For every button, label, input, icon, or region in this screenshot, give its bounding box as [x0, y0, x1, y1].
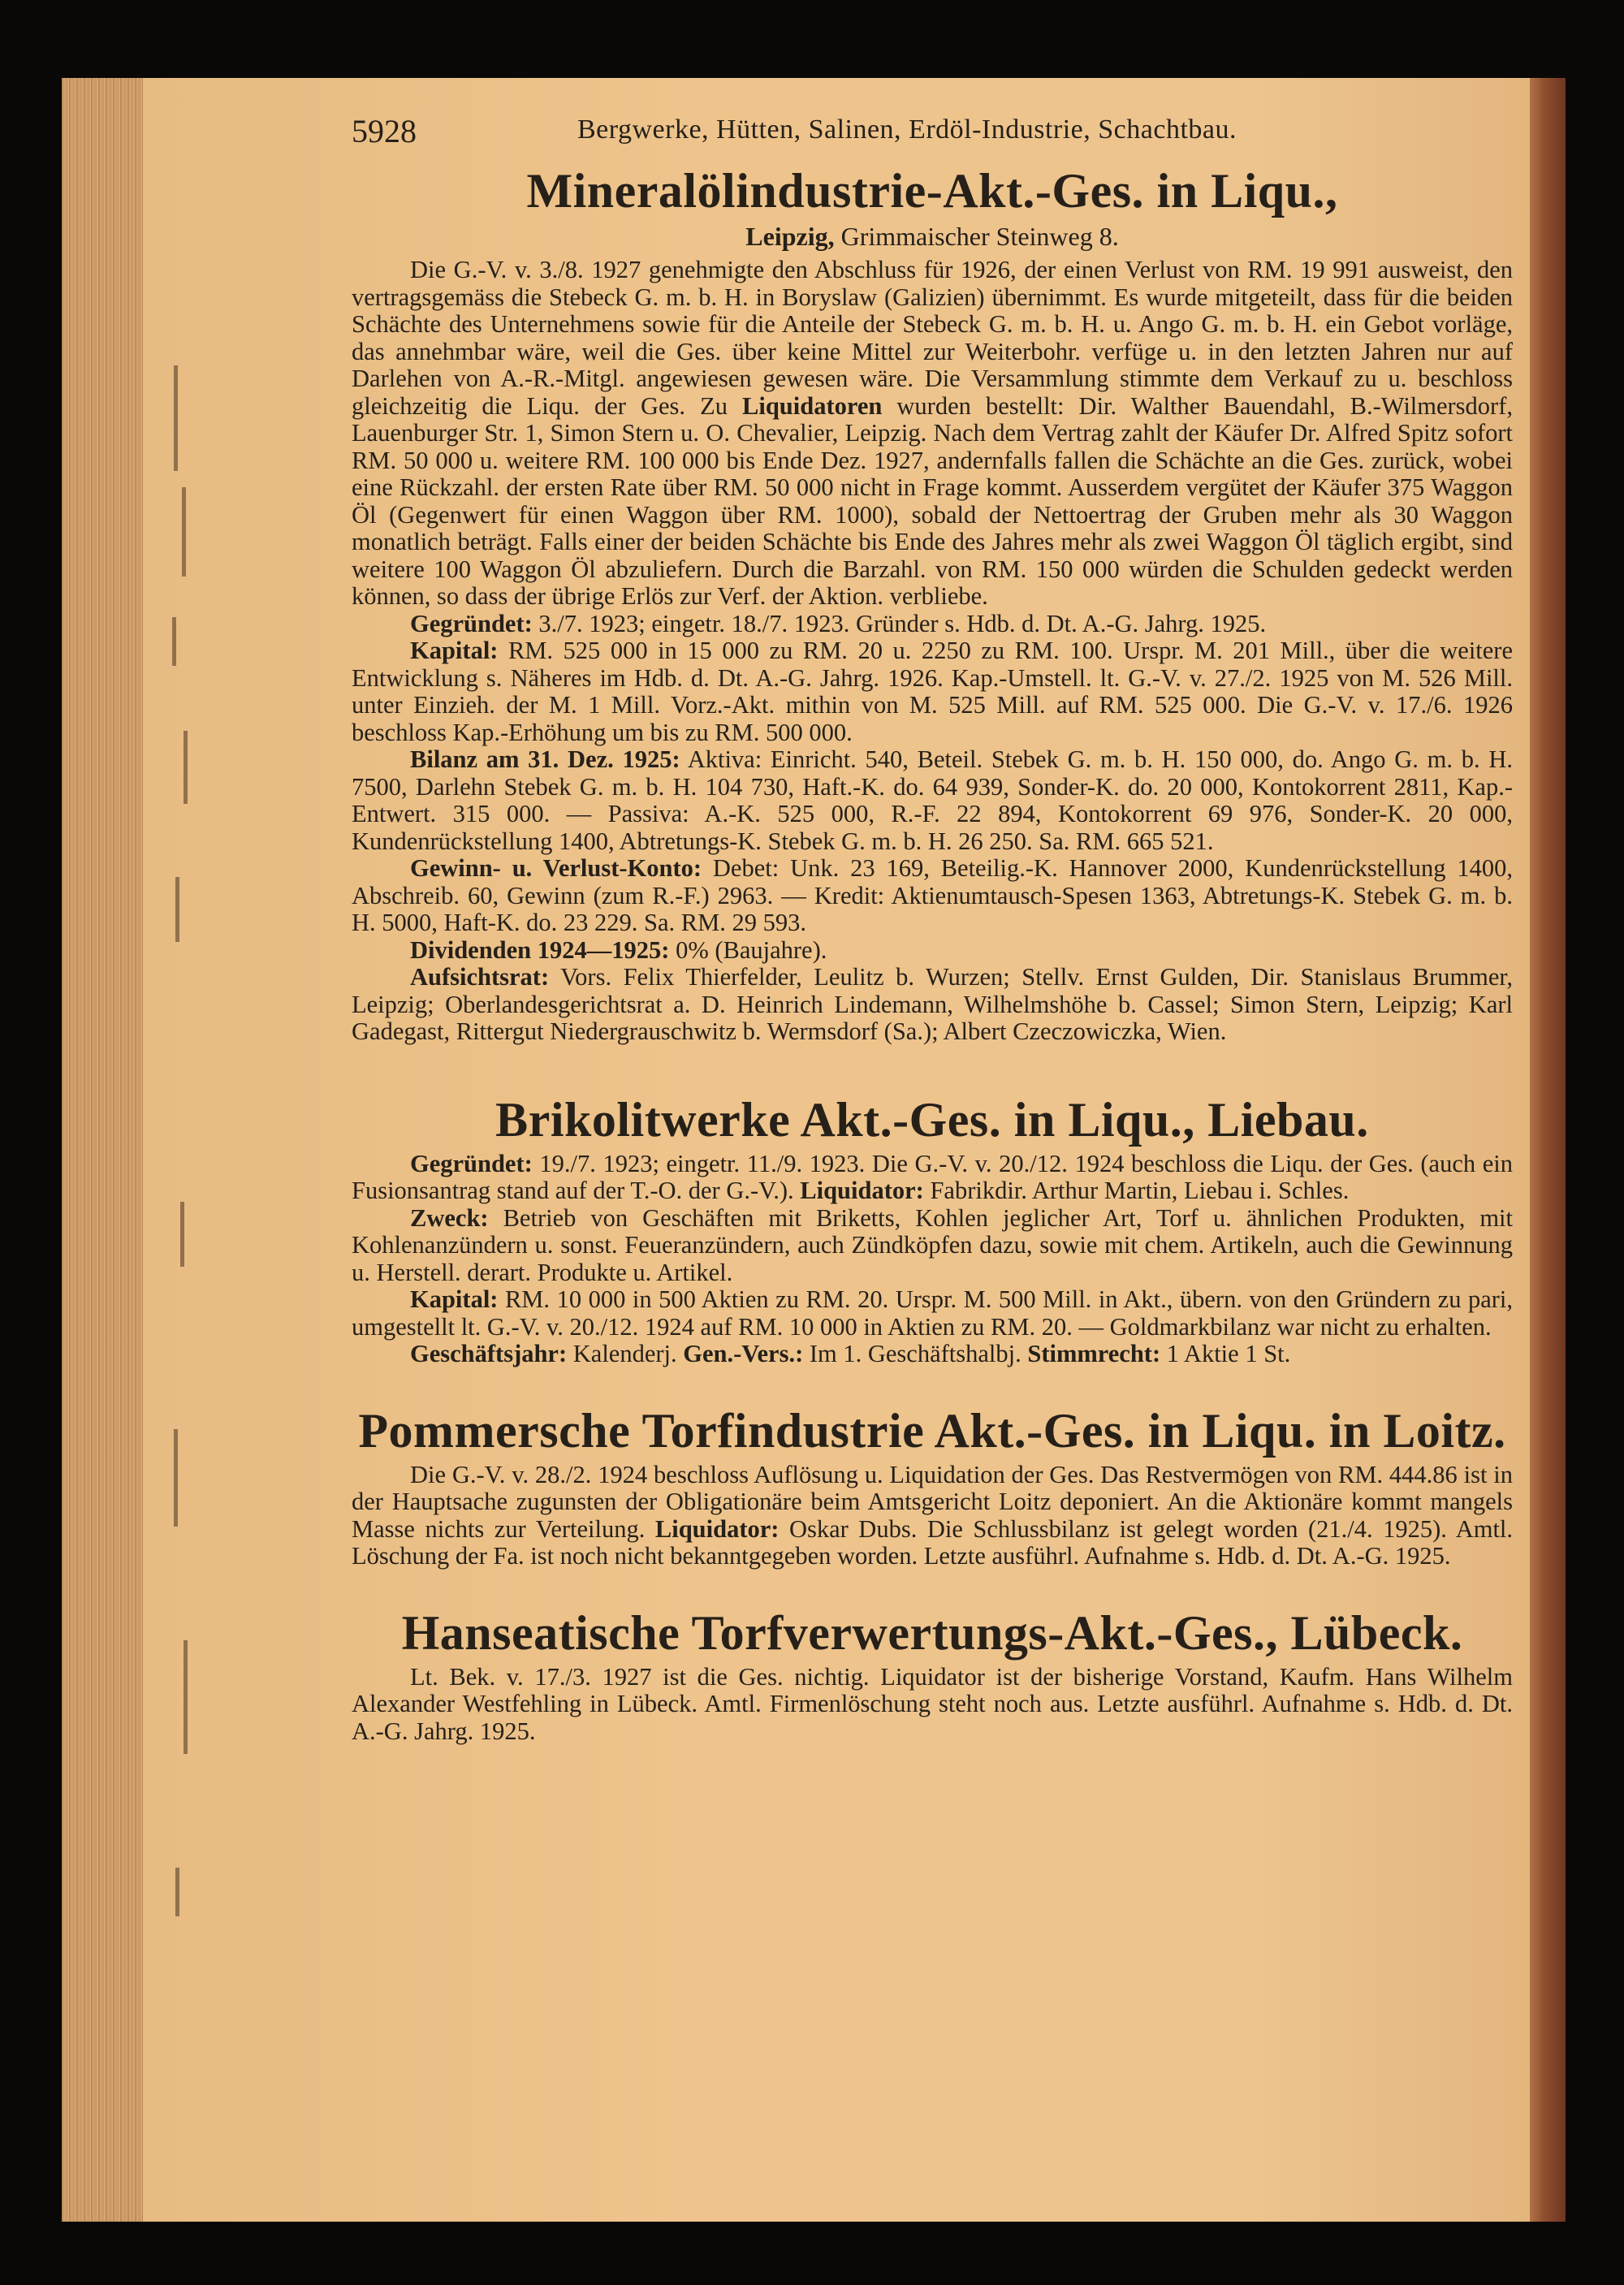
label: Kapital:: [410, 637, 499, 664]
book-spine: [1530, 78, 1566, 2222]
city: Leipzig,: [745, 222, 835, 251]
section-gap: [352, 1046, 1513, 1090]
label: Liquidator:: [800, 1177, 924, 1204]
paragraph-text: 0% (Baujahre).: [676, 935, 827, 964]
label: Dividenden 1924—1925:: [410, 935, 670, 964]
paragraph-kapital: [352, 637, 1513, 746]
paragraph-text: Oskar Dubs. Die Schlussbilanz ist gelegt worden (21./4. 1925). Amtl. Löschung der Fa. ist noch nicht bekanntgegeben worden. Letzte ausführl. Aufnahme s. Hdb. d. Dt. A.-G. 1925.: [352, 1514, 1514, 1570]
entry-title: Brikolitwerke Akt.-Ges. in Liqu., Liebau.: [495, 1092, 1369, 1147]
paragraph-text: Betrieb von Geschäften mit Briketts, Kohlen jeglicher Art, Torf u. ähnlichen Produkten, mit Kohlenanzündern u. sonst. Feueranzündern, auch Zündköpfen dazu, sowie mit chem. Artikeln, auch die Gewinnung u. Herstell. derart. Produkte u. Artikel.: [352, 1203, 1513, 1286]
paragraph-text: RM. 10 000 in 500 Aktien zu RM. 20. Urspr. M. 500 Mill. in Akt., übern. von den Gründern zu pari, umgestellt lt. G.-V. v. 20./12. 1924 auf RM. 10 000 in Aktien zu RM. 20. — Goldmarkbilanz war nicht zu erhalten.: [352, 1285, 1513, 1341]
label: Gen.-Vers.:: [683, 1340, 804, 1367]
paragraph-bilanz: [352, 746, 1513, 855]
paragraph-geschaeftsjahr: [352, 1341, 1513, 1368]
entry-mineraloelindustrie: [352, 161, 1513, 1046]
paragraph-text: 3./7. 1923; eingetr. 18./7. 1923. Gründer s. Hdb. d. Dt. A.-G. Jahrg. 1925.: [538, 609, 1267, 637]
paragraph-text: Die G.-V. v. 3./8. 1927 genehmigte den Abschluss für 1926, der einen Verlust von RM. 19 991 ausweist, den vertragsgemäss die Stebeck G. m. b. H. in Boryslaw (Galizien) übernimmt. Es wurde mitgeteilt, dass für die beiden Schächte des Unternehmens sowie für die Anteile der Stebeck G. m. b. H. u. Ango G. m. b. H. ein Gebot vorläge, das annehmbar wäre, weil die Ges. über keine Mittel zur Weiterbohr. verfüge u. in den letzten Jahren nur auf Darlehen von A.-R.-Mitgl. angewiesen gewesen wäre. Die Versammlung stimmte dem Verkauf zu u. beschloss gleichzeitig die Liqu. der Ges. Zu: [352, 256, 1513, 420]
paragraph-liquidation: [352, 1462, 1513, 1570]
paragraph-text: Lt. Bek. v. 17./3. 1927 ist die Ges. nichtig. Liquidator ist der bisherige Vorstand, Kaufm. Hans Wilhelm Alexander Westfehling in Lübeck. Amtl. Firmenlöschung steht noch aus. Letzte ausführl. Aufnahme s. Hdb. d. Dt. A.-G. Jahrg. 1925.: [352, 1662, 1513, 1745]
paragraph-zweck: [352, 1205, 1513, 1287]
paragraph-nichtig: [352, 1664, 1513, 1746]
paragraph-gv: [352, 257, 1513, 611]
section-gap: [352, 1368, 1513, 1401]
paragraph-aufsichtsrat: [352, 964, 1513, 1046]
label: Liquidator:: [654, 1514, 780, 1543]
label: Bilanz am 31. Dez. 1925:: [410, 745, 680, 773]
address: Grimmaischer Steinweg 8.: [840, 222, 1119, 251]
paragraph-text: Vors. Felix Thierfelder, Leulitz b. Wurzen; Stellv. Ernst Gulden, Dir. Stanislaus Brummer, Leipzig; Oberlandesgerichtsrat a. D. Heinrich Lindemann, Wilhelmshöhe b. Cassel; Simon Stern, Leipzig; Karl Gadegast, Rittergut Niedergrauschwitz b. Wermsdorf (Sa.); Albert Czeczowiczka, Wien.: [352, 963, 1513, 1045]
paragraph-text: RM. 525 000 in 15 000 zu RM. 20 u. 2250 zu RM. 100. Urspr. M. 201 Mill., über die weitere Entwicklung s. Näheres im Hdb. d. Dt. A.-G. Jahrg. 1926. Kap.-Umstell. lt. G.-V. v. 27./2. 1925 von M. 526 Mill. unter Einzieh. der M. 1 Mill. Vorz.-Akt. mithin von M. 525 Mill. auf RM. 525 000. Die G.-V. v. 17./6. 1926 beschloss Kap.-Erhöhung um bis zu RM. 500 000.: [352, 637, 1514, 746]
label: Zweck:: [410, 1203, 489, 1232]
entry-title: Hanseatische Torfverwertungs-Akt.-Ges., Lübeck.: [401, 1605, 1463, 1660]
entry-hanseatische-torfverwertung: [352, 1603, 1513, 1746]
paragraph-gegruendet: [352, 611, 1513, 638]
label: Kapital:: [410, 1285, 499, 1313]
paragraph-text: Aktiva: Einricht. 540, Beteil. Stebek G. m. b. H. 150 000, do. Ango G. m. b. H. 7500, Darlehn Stebek G. m. b. H. 104 730, Haft.-K. do. 64 939, Sonder-K. do. 20 000, Kontokorrent 2811, Kap.-Entwert. 315 000. — Passiva: A.-K. 525 000, R.-F. 22 894, Kontokorrent 69 976, Sonder-K. 20 000, Kundenrückstellung 1400, Abtretungs-K. Stebek G. m. b. H. 26 250. Sa. RM. 665 521.: [352, 745, 1513, 855]
page-number: 5928: [352, 113, 417, 149]
paragraph-text: 1 Aktie 1 St.: [1166, 1340, 1291, 1367]
paragraph-dividenden: [352, 937, 1513, 965]
paragraph-text: Fabrikdir. Arthur Martin, Liebau i. Schles.: [930, 1177, 1350, 1204]
paragraph-kapital: [352, 1286, 1513, 1341]
paragraph-text: wurden bestellt: Dir. Walther Bauendahl, B.-Wilmersdorf, Lauenburger Str. 1, Simon Stern u. O. Chevalier, Leipzig. Nach dem Vertrag zahlt der Käufer Dr. Alfred Spitz sofort RM. 50 000 u. weitere RM. 100 000 bis Ende Dez. 1927, andernfalls fallen die Schächte an die Ges. zurück, wobei eine Rückzahl. der ersten Rate über RM. 50 000 nicht in Frage kommt. Ausserdem vergütet der Käufer 375 Waggon Öl (Gegenwert für einen Waggon über RM. 1000), sobald der Nettoertrag der Gruben mehr als 30 Waggon monatlich beträgt. Falls einer der beiden Schächte bis Ende des Jahres mehr als zwei Waggon Öl täglich ergibt, sind weitere 100 Waggon Öl abzuliefern. Durch die Barzahl. von RM. 150 000 würden die Schulden gedeckt werden können, so dass der übrige Erlös zur Verf. der Aktion. verbliebe.: [352, 391, 1513, 610]
paragraph-gegruendet: [352, 1151, 1513, 1205]
label: Gegründet:: [410, 1149, 533, 1177]
label: Gegründet:: [410, 609, 533, 637]
entry-pommersche-torfindustrie: [352, 1401, 1513, 1570]
label: Aufsichtsrat:: [410, 963, 550, 991]
paragraph-text: 19./7. 1923; eingetr. 11./9. 1923. Die G.-V. v. 20./12. 1924 beschloss die Liqu. der Ges. (auch ein Fusionsantrag stand auf der T.-O. der G.-V.).: [352, 1149, 1513, 1204]
label: Gewinn- u. Verlust-Konto:: [410, 854, 702, 882]
running-title: Bergwerke, Hütten, Salinen, Erdöl-Industrie, Schachtbau.: [577, 114, 1237, 145]
page-header: [352, 112, 1513, 161]
label: Stimmrecht:: [1027, 1340, 1161, 1367]
label: Geschäftsjahr:: [410, 1340, 568, 1367]
entry-location: [352, 222, 1513, 252]
paragraph-text: Debet: Unk. 23 169, Beteilig.-K. Hannover 2000, Kundenrückstellung 1400, Abschreib. 60, Gewinn (zum R.-F.) 2963. — Kredit: Aktienumtausch-Spesen 1363, Abtretungs-K. Stebek G. m. b. H. 5000, Haft-K. do. 23 229. Sa. RM. 29 593.: [352, 854, 1513, 936]
section-gap: [352, 1570, 1513, 1603]
entry-brikolitwerke: [352, 1090, 1513, 1368]
entry-title: Pommersche Torfindustrie Akt.-Ges. in Liqu. in Loitz.: [358, 1403, 1506, 1458]
page-edges: [62, 78, 143, 2222]
paragraph-text: Im 1. Geschäftshalbj.: [809, 1340, 1021, 1367]
paragraph-text: Kalenderj.: [572, 1340, 677, 1367]
page-content: [352, 112, 1513, 1745]
paragraph-gewinn-verlust: [352, 855, 1513, 937]
label: Liquidatoren: [742, 391, 883, 420]
entry-title: Mineralölindustrie-Akt.-Ges. in Liqu.,: [526, 164, 1338, 218]
paragraph-text: Die G.-V. v. 28./2. 1924 beschloss Auflösung u. Liquidation der Ges. Das Restvermögen von RM. 444.86 ist in der Hauptsache zugunsten der Obligationäre beim Amtsgericht Loitz deponiert. An die Aktionäre kommt mangels Masse nichts zur Verteilung.: [352, 1460, 1513, 1543]
